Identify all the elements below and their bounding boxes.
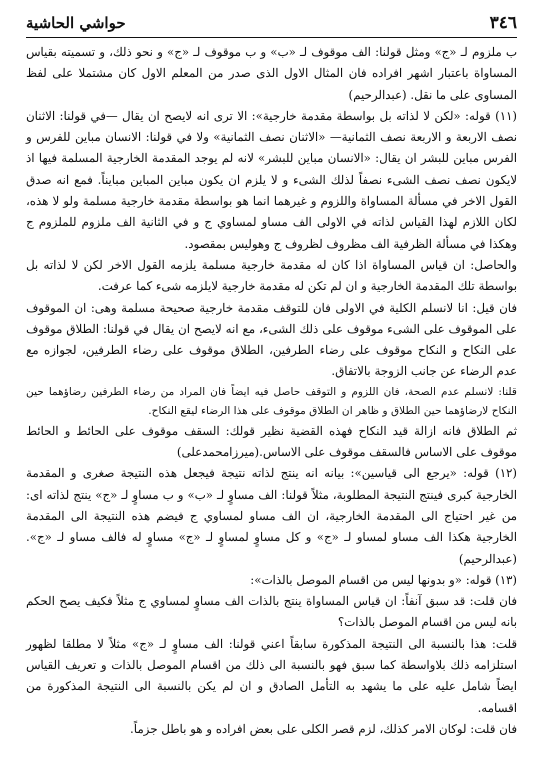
paragraph: فان قلت: قد سبق آنفاً: ان قياس المساواة ينتج بالذات الف مساوٍ لمساوي ج مثلاً فكيف يصح الحكم بانه ليس من اقسام الموصل بالذات؟ xyxy=(26,594,517,630)
page-number: ٣٤٦ xyxy=(489,13,517,33)
paragraph: (١٣) قوله: «و بدونها ليس من اقسام الموصل بالذات»: xyxy=(250,572,517,587)
paragraph: قلت: هذا بالنسبة الى النتيجة المذكورة سابقاً اعني قولنا: الف مساوٍ لـ «ج» مثلاً لا مطلقا لظهور استلزامه ذلك بلاواسطة كما سبق فهو بالنسبة الى ذلك من اقسام الموصل بالذات و تعريف القياس ايضاً شامل عليه على ما يشهد به التأمل الصادق و ان لم يكن بالنسبة الى النتيجة المذكورة من اقسامه. xyxy=(26,636,517,715)
paragraph: فان قلت: لوكان الامر كذلك، لزم قصر الكلى على بعض افراده و هو باطل جزماً. xyxy=(130,721,517,736)
header-rule xyxy=(26,37,517,38)
paragraph: ب ملزوم لـ «ج» ومثل قولنا: الف موقوف لـ «ب» و ب موقوف لـ «ج» و نحو ذلك، و تسميته بقياس المساواة باعتبار اشهر افراده فان المثال الاول الذى صدر من المعلم الاول كان مشتملا على لفظ المساوى على ما نقل. (عبدالرحيم) xyxy=(26,45,517,102)
paragraph: ثم الطلاق فانه ازالة قيد النكاح فهذه القضية نظير قولك: السقف موقوف على الحائط و الحائط موقوف على الاساس فالسقف موقوف على الاساس.(ميرزامحمدعلى) xyxy=(26,423,517,460)
small-note: قلنا: لانسلم عدم الصحة، فان اللزوم و التوقف حاصل فيه ايضاً فان المراد من رضاء الطرفين رضاؤهما حين النكاح لارضاؤهما حين الطلاق و ظاهر ان الطلاق موقوف على هذا الرضاء ليقع النكاح. xyxy=(26,385,517,417)
paragraph: (١١) قوله: «لكن لا لذاته بل بواسطة مقدمة خارجية»: الا ترى انه لايصح ان يقال —في قولنا: الاثنان نصف الاربعة و الاربعة نصف الثمانية— «الاثنان نصف الثمانية» ولا في قولنا: الانسان مباين للفرس و الفرس مباين للبشر ان يقال: «الانسان مباين للبشر» لانه لم يوجد المقدمة الخارجية المسلمة فيها اذ لايكون نصف نصف الشىء نصفاً لذلك الشىء و لا يلزم ان يكون مباين المباين مبايناً. فمع انه صدق القول الاخر في مسألة المساواة واللزوم و غيرهما انما هو بواسطة مقدمة خارجية مسلمة ولو لا هذه، لكان اللازم لهذا القياس لذاته في الاولى الف مساو لمساوي ج و في الثانية الف ملزوم للملزوم ج وهكذا في مسألة الظرفية الف مظروف لظروف ج وهوليس بمقصود. xyxy=(26,108,517,251)
page-header xyxy=(26,10,517,36)
paragraph: والحاصل: ان قياس المساواة اذا كان له مقدمة خارجية مسلمة يلزمه القول الاخر لكن لا لذاته بل بواسطة تلك المقدمة الخارجية و ان لم تكن له مقدمة خارجية لايلزمه شىء كما عرفت. xyxy=(26,257,517,294)
paragraph: فان قيل: انا لانسلم الكلية في الاولى فان للتوقف مقدمة خارجية صحيحة مسلمة وهى: ان الموقوف على الموقوف على الشىء موقوف على ذلك الشىء، مع انه لايصح ان يقال في قولنا: الطلاق موقوف على النكاح و النكاح موقوف على رضاء الطرفين، الطلاق موقوف على رضاء الطرفين، لجوازه مع عدم الرضاء عن جانب الزوجة بالاتفاق. xyxy=(26,300,517,379)
page-body xyxy=(26,42,517,764)
running-title: حواشي الحاشية xyxy=(26,14,126,32)
paragraph: (١٢) قوله: «يرجع الى قياسين»: بيانه انه ينتج لذاته نتيجة فيجعل هذه النتيجة صغرى و المقدمة الخارجية كبرى فينتج النتيجة المطلوبة، مثلاً قولنا: الف مساوٍ لـ «ب» و ب مساوٍ لـ «ج» ينتج لذاته اى: من غير احتياج الى المقدمة الخارجية، ان الف مساو لمساوي ج فيضم هذه النتيجة الى المقدمة الخارجية هكذا الف مساو لمساو لـ «ج» و كل مساوٍ لمساوٍ لـ «ج» مساوٍ له فالف مساو لـ «ج». (عبدالرحيم) xyxy=(26,466,517,566)
